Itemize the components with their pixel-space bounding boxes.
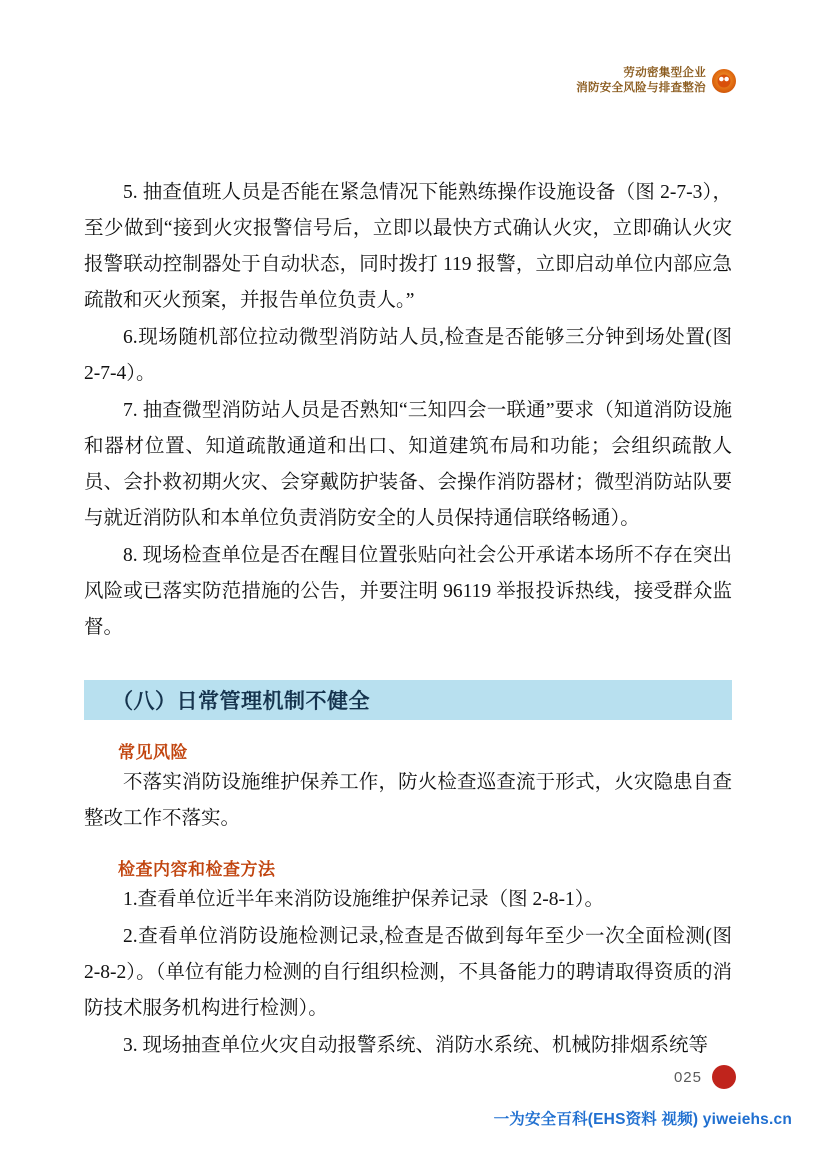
paragraph-item-7: 7. 抽查微型消防站人员是否熟知“三知四会一联通”要求（知道消防设施和器材位置、知道疏散通道和出口、知道建筑布局和功能；会组织疏散人员、会扑救初期火灾、会穿戴防护装备、会操作消防器材；微型消防站队要与就近消防队和本单位负责消防安全的人员保持通信联络畅通）。 bbox=[84, 400, 732, 529]
watermark-text: 一为安全百科(EHS资料 视频) yiweiehs.cn bbox=[493, 1111, 792, 1128]
common-risk-heading: 常见风险 bbox=[118, 743, 188, 762]
flame-badge-icon bbox=[712, 69, 736, 93]
method-item-1: 1.查看单位近半年来消防设施维护保养记录（图 2-8-1）。 bbox=[123, 889, 604, 910]
paragraph-item-6: 6.现场随机部位拉动微型消防站人员,检查是否能够三分钟到场处置(图 2-7-4）。 bbox=[84, 327, 732, 384]
section-banner-title: （八）日常管理机制不健全 bbox=[112, 690, 370, 713]
inspection-method-heading: 检查内容和检查方法 bbox=[118, 860, 276, 879]
method-item-2: 2.查看单位消防设施检测记录,检查是否做到每年至少一次全面检测(图 2-8-2）。（单位有能力检测的自行组织检测，不具备能力的聘请取得资质的消防技术服务机构进行检测）。 bbox=[84, 926, 732, 1019]
header-title-line2: 消防安全风险与排查整治 bbox=[576, 82, 706, 94]
page-content bbox=[84, 175, 732, 1065]
page-footer bbox=[674, 1065, 736, 1089]
red-circle-icon bbox=[712, 1065, 736, 1089]
header-title-block bbox=[576, 66, 706, 96]
page-header bbox=[576, 66, 736, 96]
paragraph-item-5: 5. 抽查值班人员是否能在紧急情况下能熟练操作设施设备（图 2-7-3），至少做到“接到火灾报警信号后，立即以最快方式确认火灾，立即确认火灾报警联动控制器处于自动状态，同时拨打 119 报警，立即启动单位内部应急疏散和灭火预案，并报告单位负责人。” bbox=[84, 182, 732, 311]
method-item-3: 3. 现场抽查单位火灾自动报警系统、消防水系统、机械防排烟系统等 bbox=[123, 1035, 709, 1056]
paragraph-item-8: 8. 现场检查单位是否在醒目位置张贴向社会公开承诺本场所不存在突出风险或已落实防范措施的公告，并要注明 96119 举报投诉热线，接受群众监督。 bbox=[84, 545, 732, 638]
section-banner bbox=[84, 680, 732, 720]
common-risk-text: 不落实消防设施维护保养工作，防火检查巡查流于形式，火灾隐患自查整改工作不落实。 bbox=[84, 772, 732, 829]
header-title-line1: 劳动密集型企业 bbox=[623, 67, 706, 79]
page-number: 025 bbox=[673, 1068, 702, 1086]
